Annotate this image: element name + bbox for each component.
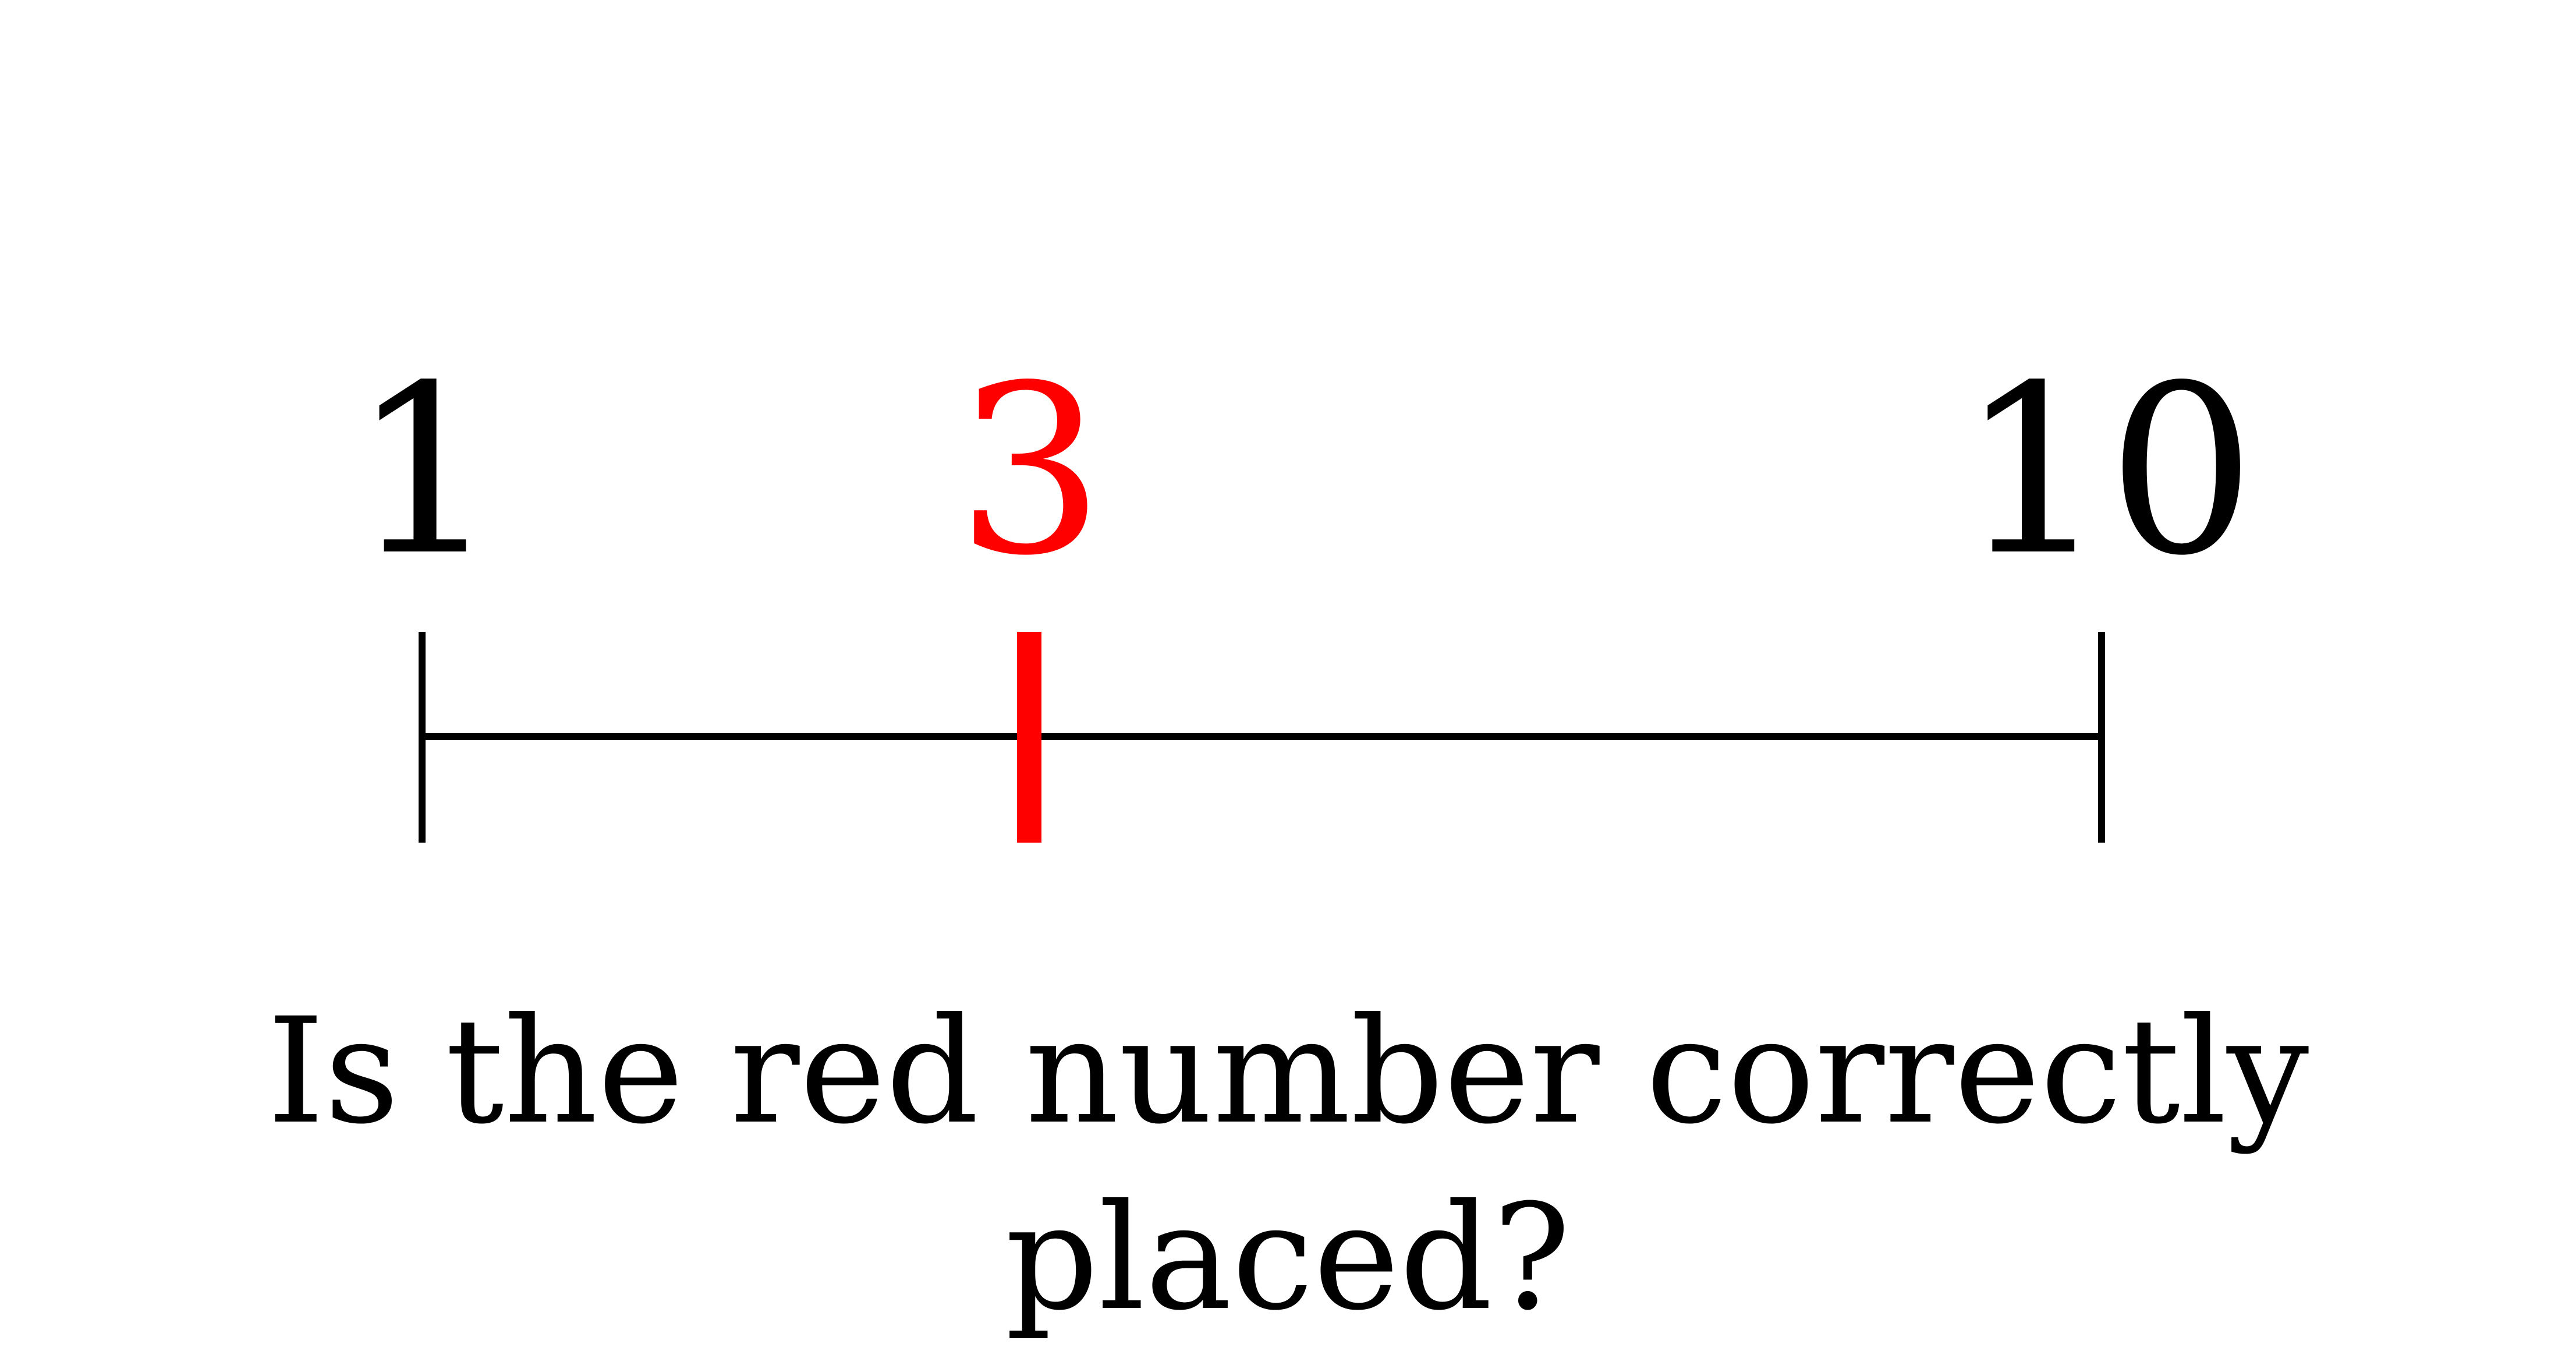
start-value-label: 1	[350, 336, 499, 607]
marked-value-label: 3	[956, 336, 1105, 607]
marked-tick	[1017, 632, 1041, 843]
question-text: Is the red number correctly placed?	[267, 986, 2309, 1342]
end-value-label: 10	[1959, 336, 2256, 607]
